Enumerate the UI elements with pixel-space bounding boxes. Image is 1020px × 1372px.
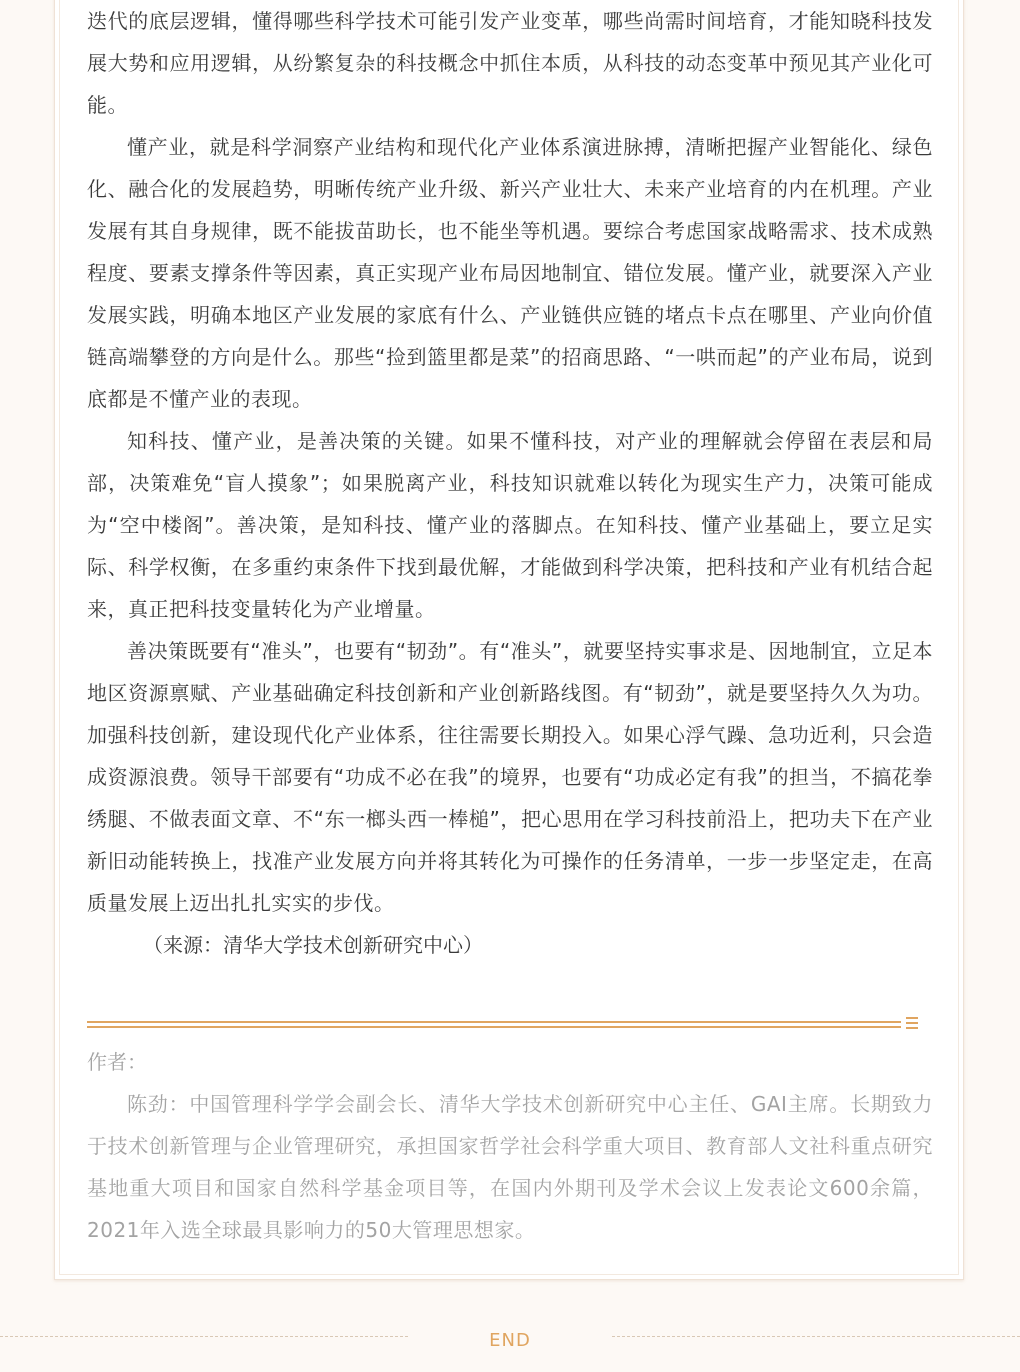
article-paragraph: 知科技、懂产业，是善决策的关键。如果不懂科技，对产业的理解就会停留在表层和局部，决策难免“盲人摸象”；如果脱离产业，科技知识就难以转化为现实生产力，决策可能成为“空中楼阁”。善决策，是知科技、懂产业的落脚点。在知科技、懂产业基础上，要立足实际、科学权衡，在多重约束条件下找到最优解，才能做到科学决策，把科技和产业有机结合起来，真正把科技变量转化为产业增量。 bbox=[87, 429, 933, 621]
author-section bbox=[87, 1041, 933, 1251]
article-source: （来源：清华大学技术创新研究中心） bbox=[143, 933, 483, 957]
section-divider bbox=[87, 1021, 901, 1028]
article-paragraph: 懂产业，就是科学洞察产业结构和现代化产业体系演进脉搏，清晰把握产业智能化、绿色化、融合化的发展趋势，明晰传统产业升级、新兴产业壮大、未来产业培育的内在机理。产业发展有其自身规律，既不能拔苗助长，也不能坐等机遇。要综合考虑国家战略需求、技术成熟程度、要素支撑条件等因素，真正实现产业布局因地制宜、错位发展。懂产业，就要深入产业发展实践，明确本地区产业发展的家底有什么、产业链供应链的堵点卡点在哪里、产业向价值链高端攀登的方向是什么。那些“捡到篮里都是菜”的招商思路、“一哄而起”的产业布局，说到底都是不懂产业的表现。 bbox=[87, 135, 933, 411]
author-label: 作者： bbox=[87, 1050, 147, 1074]
article-paragraph: 迭代的底层逻辑，懂得哪些科学技术可能引发产业变革，哪些尚需时间培育，才能知晓科技发展大势和应用逻辑，从纷繁复杂的科技概念中抓住本质，从科技的动态变革中预见其产业化可能。 bbox=[87, 9, 933, 117]
end-label: END bbox=[489, 1330, 531, 1351]
end-divider-left bbox=[0, 1336, 408, 1337]
menu-lines-icon bbox=[906, 1016, 918, 1030]
article-body bbox=[87, 0, 933, 966]
author-bio: 陈劲：中国管理科学学会副会长、清华大学技术创新研究中心主任、GAI主席。长期致力于技术创新管理与企业管理研究，承担国家哲学社会科学重大项目、教育部人文社科重点研究基地重大项目和国家自然科学基金项目等，在国内外期刊及学术会议上发表论文600余篇，2021年入选全球最具影响力的50大管理思想家。 bbox=[87, 1092, 933, 1242]
end-divider-right bbox=[612, 1336, 1020, 1337]
article-paragraph: 善决策既要有“准头”，也要有“韧劲”。有“准头”，就要坚持实事求是、因地制宜，立足本地区资源禀赋、产业基础确定科技创新和产业创新路线图。有“韧劲”，就是要坚持久久为功。加强科技创新，建设现代化产业体系，往往需要长期投入。如果心浮气躁、急功近利，只会造成资源浪费。领导干部要有“功成不必在我”的境界，也要有“功成必定有我”的担当，不搞花拳绣腿、不做表面文章、不“东一榔头西一棒槌”，把心思用在学习科技前沿上，把功夫下在产业新旧动能转换上，找准产业发展方向并将其转化为可操作的任务清单，一步一步坚定走，在高质量发展上迈出扎扎实实的步伐。 bbox=[87, 639, 933, 915]
